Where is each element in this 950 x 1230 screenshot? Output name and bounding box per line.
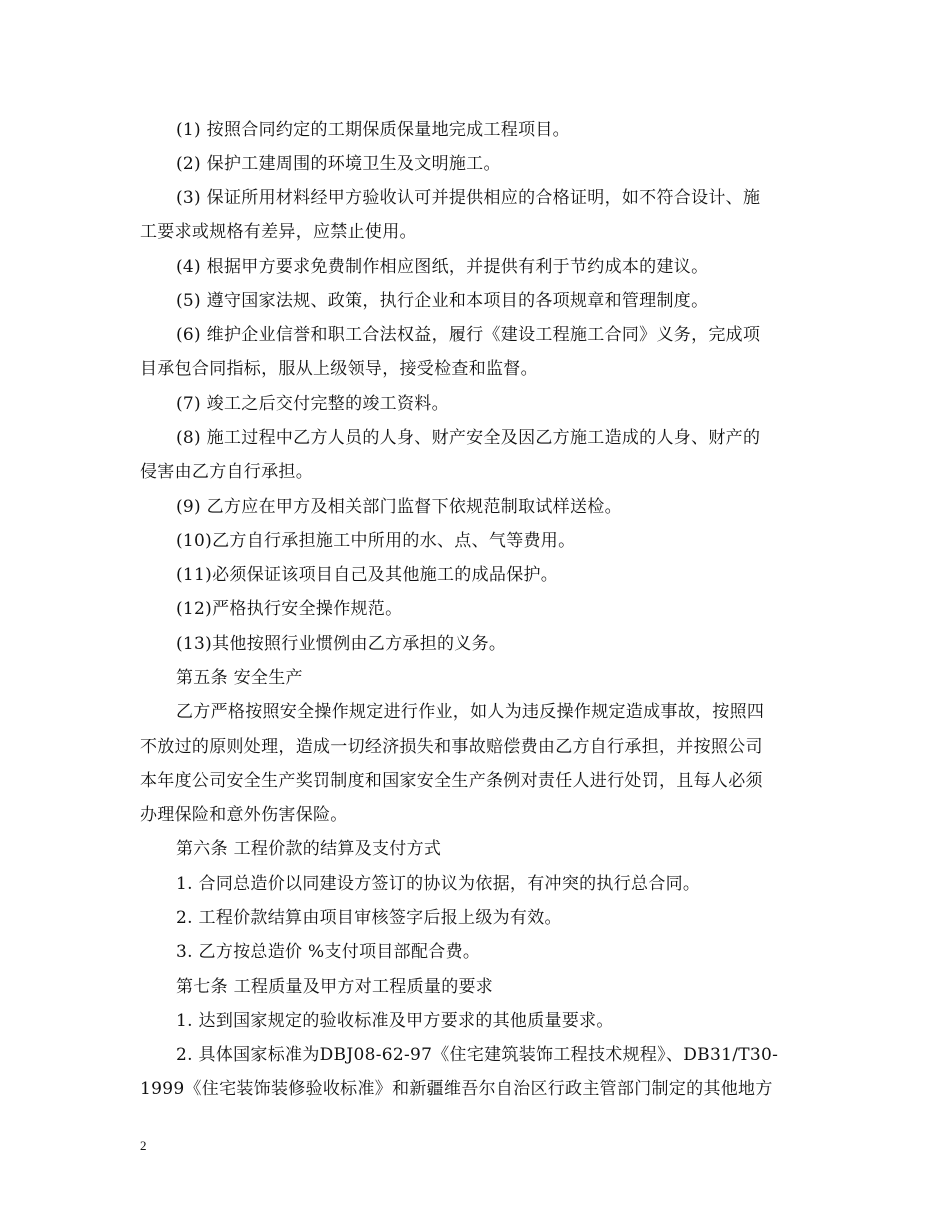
clause-line: (6) 维护企业信誉和职工合法权益，履行《建设工程施工合同》义务，完成项	[176, 325, 761, 345]
clause-line: (11)必须保证该项目自己及其他施工的成品保护。	[176, 565, 559, 585]
clause-line: 目承包合同指标，服从上级领导，接受检查和监督。	[140, 359, 538, 379]
paragraph-line: 本年度公司安全生产奖罚制度和国家安全生产条例对责任人进行处罚，且每人必须	[140, 771, 763, 791]
clause-line: (4) 根据甲方要求免费制作相应图纸，并提供有利于节约成本的建议。	[176, 257, 709, 277]
section-heading: 第七条 工程质量及甲方对工程质量的要求	[176, 977, 494, 997]
clause-line: 侵害由乙方自行承担。	[140, 462, 313, 482]
clause-line: (1) 按照合同约定的工期保质保量地完成工程项目。	[176, 120, 570, 140]
clause-line: 3. 乙方按总造价 %支付项目部配合费。	[176, 942, 481, 962]
clause-line: (12)严格执行安全操作规范。	[176, 599, 403, 619]
clause-line: 2. 具体国家标准为DBJ08-62-97《住宅建筑装饰工程技术规程》、DB31/T30-	[176, 1045, 779, 1065]
clause-line: 1. 合同总造价以同建设方签订的协议为依据，有冲突的执行总合同。	[176, 874, 701, 894]
clause-line: 2. 工程价款结算由项目审核签字后报上级为有效。	[176, 908, 562, 928]
clause-line: (3) 保证所用材料经甲方验收认可并提供相应的合格证明，如不符合设计、施	[176, 188, 761, 208]
paragraph-line: 不放过的原则处理，造成一切经济损失和事故赔偿费由乙方自行承担，并按照公司	[140, 737, 763, 757]
clause-line: (8) 施工过程中乙方人员的人身、财产安全及因乙方施工造成的人身、财产的	[176, 428, 761, 448]
clause-line: (2) 保护工建周围的环境卫生及文明施工。	[176, 154, 501, 174]
section-heading: 第六条 工程价款的结算及支付方式	[176, 839, 442, 859]
paragraph-line: 乙方严格按照安全操作规定进行作业，如人为违反操作规定造成事故，按照四	[176, 702, 765, 722]
page-number: 2	[140, 1138, 147, 1153]
clause-line: (9) 乙方应在甲方及相关部门监督下依规范制取试样送检。	[176, 497, 622, 517]
clause-line: (13)其他按照行业惯例由乙方承担的义务。	[176, 634, 507, 654]
clause-line: (5) 遵守国家法规、政策，执行企业和本项目的各项规章和管理制度。	[176, 291, 709, 311]
clause-line: 工要求或规格有差异，应禁止使用。	[140, 222, 417, 242]
clause-line: (10)乙方自行承担施工中所用的水、点、气等费用。	[176, 531, 576, 551]
section-heading: 第五条 安全生产	[176, 668, 303, 688]
clause-line: 1. 达到国家规定的验收标准及甲方要求的其他质量要求。	[176, 1011, 614, 1031]
clause-line: 1999《住宅装饰装修验收标准》和新疆维吾尔自治区行政主管部门制定的其他地方	[140, 1079, 773, 1099]
clause-line: (7) 竣工之后交付完整的竣工资料。	[176, 394, 449, 414]
paragraph-line: 办理保险和意外伤害保险。	[140, 805, 348, 825]
